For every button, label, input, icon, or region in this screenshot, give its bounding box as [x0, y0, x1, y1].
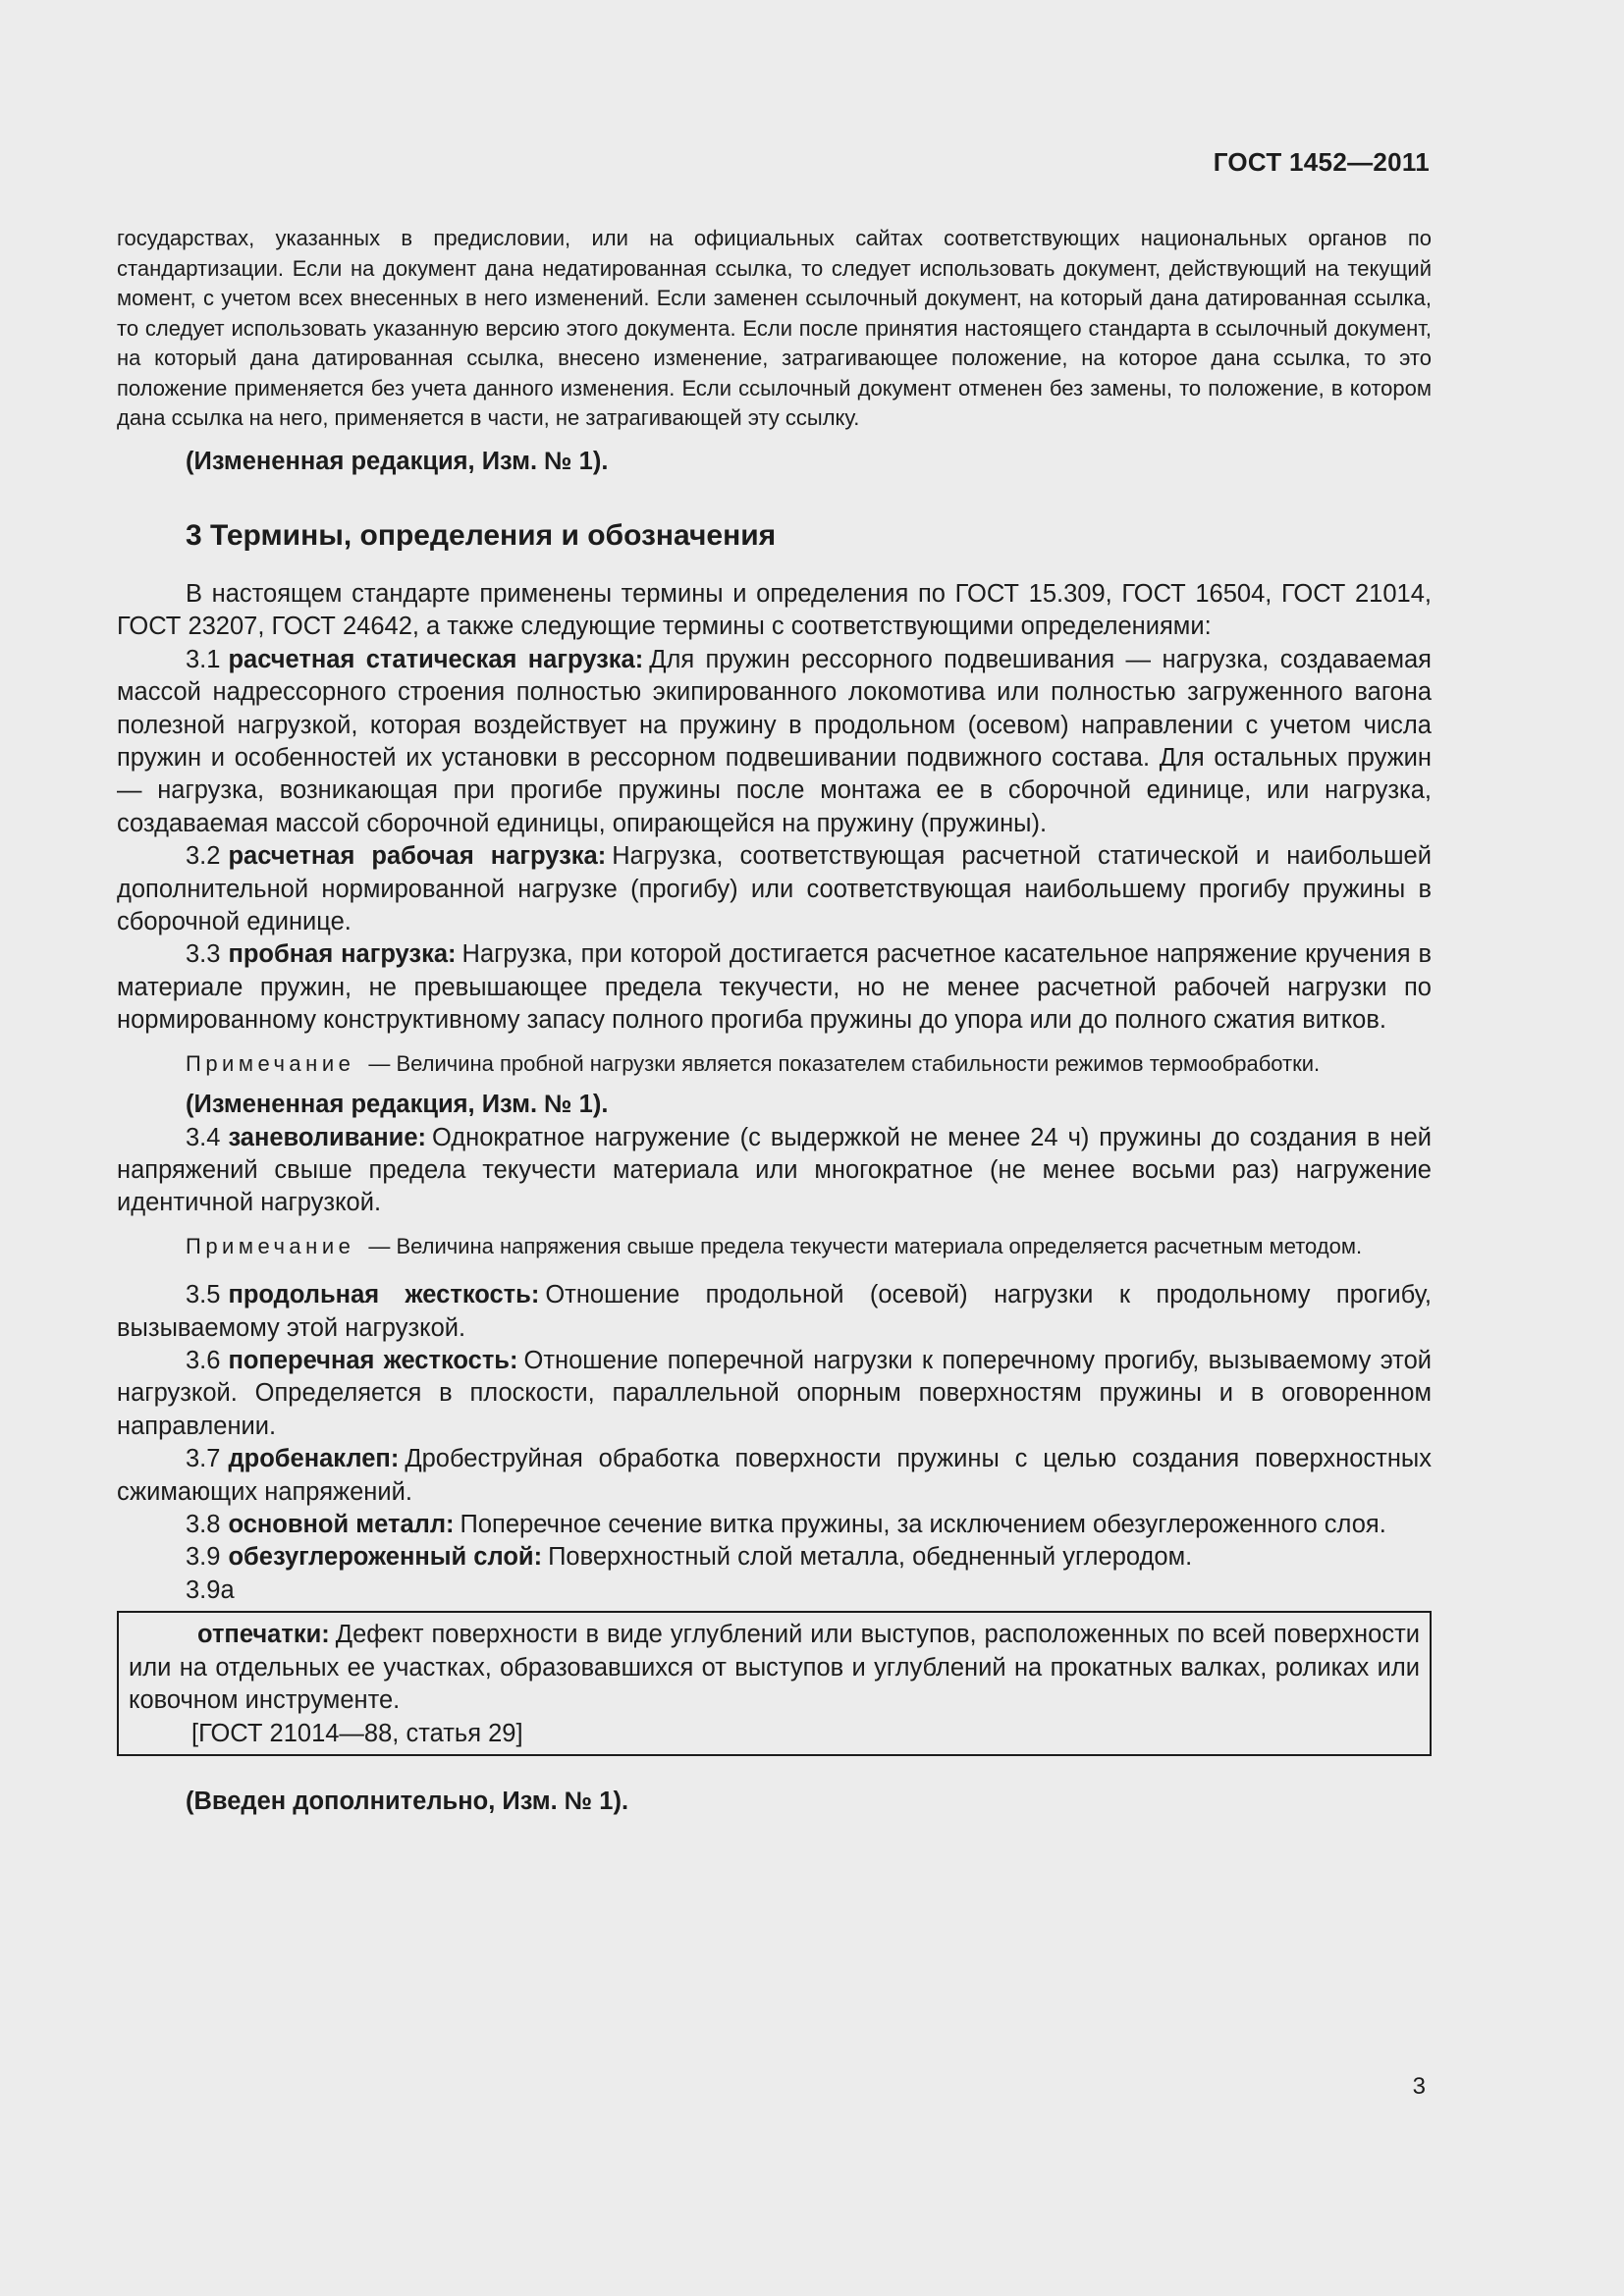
- document-header: ГОСТ 1452—2011: [1213, 147, 1430, 177]
- term-3-9a-number: 3.9а: [186, 1575, 235, 1604]
- term-title: расчетная статическая нагрузка:: [228, 645, 644, 673]
- edition-note: (Измененная редакция, Изм. № 1).: [186, 447, 609, 475]
- term-definition: Дробеструйная обработка поверхности пружины с целью создания поверхностных сжимающих напряжений.: [117, 1445, 1432, 1506]
- term-3-4: [117, 1122, 1432, 1220]
- section-heading: 3 Термины, определения и обозначения: [186, 518, 777, 552]
- term-title: продольная жесткость:: [228, 1281, 540, 1309]
- term-3-9a: [129, 1619, 1420, 1717]
- page-number: 3: [1412, 2073, 1426, 2100]
- term-title: заневоливание:: [228, 1123, 426, 1151]
- note-label: Примечание: [186, 1233, 355, 1258]
- term-definition: Однократное нагружение (с выдержкой не менее 24 ч) пружины до создания в ней напряжений свыше предела текучести материала или многократное (не менее восьми раз) нагружение идентичной нагрузкой.: [117, 1123, 1432, 1217]
- note-label: Примечание: [186, 1050, 355, 1076]
- term-number: 3.7: [186, 1445, 221, 1473]
- term-3-9a-box: [117, 1611, 1432, 1756]
- term-definition: Нагрузка, при которой достигается расчетное касательное напряжение кручения в материале пружин, не превышающее предела текучести, но не менее расчетной рабочей нагрузки по нормированному конструктивному запасу полного прогиба пружины до упора или до полного сжатия витков.: [117, 940, 1432, 1035]
- term-definition: Нагрузка, соответствующая расчетной статической и наибольшей дополнительной нормированной нагрузке (прогибу) или соответствующая наибольшему прогибу пружины в сборочной единице.: [117, 842, 1432, 935]
- term-definition: Поверхностный слой металла, обедненный углеродом.: [548, 1543, 1193, 1572]
- term-title: пробная нагрузка:: [228, 940, 457, 969]
- page-content: [117, 224, 1432, 1818]
- term-number: 3.8: [186, 1511, 221, 1539]
- term-number: 3.2: [186, 842, 221, 871]
- term-number: 3.6: [186, 1347, 221, 1375]
- term-number: 3.5: [186, 1281, 221, 1309]
- term-number: 3.3: [186, 940, 221, 969]
- term-3-2: [117, 840, 1432, 938]
- term-3-6: [117, 1345, 1432, 1443]
- term-3-3: [117, 938, 1432, 1037]
- term-title: расчетная рабочая нагрузка:: [228, 842, 607, 871]
- term-3-9: [117, 1541, 1432, 1574]
- term-title: обезуглероженный слой:: [228, 1543, 543, 1572]
- section-intro: В настоящем стандарте применены термины и определения по ГОСТ 15.309, ГОСТ 16504, ГОСТ 21014, ГОСТ 23207, ГОСТ 24642, а также следующие термины с соответствующими определениями:: [117, 579, 1432, 641]
- term-number: 3.9: [186, 1543, 221, 1572]
- term-definition: Поперечное сечение витка пружины, за исключением обезуглероженного слоя.: [460, 1511, 1386, 1539]
- term-title: поперечная жесткость:: [228, 1347, 518, 1375]
- intro-paragraph: государствах, указанных в предисловии, или на официальных сайтах соответствующих национальных органов по стандартизации. Если на документ дана недатированная ссылка, то следует использовать документ, действующий на текущий момент, с учетом всех внесенных в него изменений. Если заменен ссылочный документ, на который дана датированная ссылка, то следует использовать указанную версию этого документа. Если после принятия настоящего стандарта в ссылочный документ, на который дана датированная ссылка, внесено изменение, затрагивающее положение, на которое дана ссылка, то это положение применяется без учета данного изменения. Если ссылочный документ отменен без замены, то положение, в котором дана ссылка на него, применяется в части, не затрагивающей эту ссылку.: [117, 226, 1432, 430]
- term-definition: Дефект поверхности в виде углублений или выступов, расположенных по всей поверхности или на отдельных ее участках, образовавшихся от выступов и углублений на прокатных валках, роликах или ковочном инструменте.: [129, 1621, 1420, 1715]
- note-text: — Величина пробной нагрузки является показателем стабильности режимов термообработки.: [368, 1050, 1321, 1076]
- term-3-5: [117, 1279, 1432, 1345]
- term-definition: Отношение поперечной нагрузки к поперечному прогибу, вызываемому этой нагрузкой. Определяется в плоскости, параллельной опорным поверхностям пружины и в оговоренном направлении.: [117, 1347, 1432, 1440]
- term-title: основной металл:: [228, 1511, 455, 1539]
- term-3-1: [117, 644, 1432, 840]
- term-title: дробенаклеп:: [228, 1445, 400, 1473]
- term-definition: Для пружин рессорного подвешивания — нагрузка, создаваемая массой надрессорного строения полностью экипированного локомотива или полностью загруженного вагона полезной нагрузкой, которая воздействует на пружину в продольном (осевом) направлении с учетом числа пружин и особенностей их установки в рессорном подвешивании подвижного состава. Для остальных пружин — нагрузка, возникающая при прогибе пружины после монтажа ее в сборочной единице, или нагрузка, создаваемая массой сборочной единицы, опирающейся на пружину (пружины).: [117, 645, 1432, 837]
- note-1: [117, 1049, 1432, 1080]
- term-reference: [ГОСТ 21014—88, статья 29]: [191, 1719, 523, 1747]
- term-definition: Отношение продольной (осевой) нагрузки к продольному прогибу, вызываемому этой нагрузкой.: [117, 1281, 1432, 1342]
- term-number: 3.1: [186, 645, 221, 673]
- note-2: [117, 1232, 1432, 1262]
- note-text: — Величина напряжения свыше предела текучести материала определяется расчетным методом.: [368, 1233, 1363, 1258]
- term-number: 3.4: [186, 1123, 221, 1151]
- added-note: (Введен дополнительно, Изм. № 1).: [186, 1787, 629, 1815]
- term-3-8: [117, 1509, 1432, 1541]
- edition-note-2: (Измененная редакция, Изм. № 1).: [186, 1091, 609, 1119]
- term-title: отпечатки:: [197, 1621, 330, 1649]
- term-3-7: [117, 1443, 1432, 1509]
